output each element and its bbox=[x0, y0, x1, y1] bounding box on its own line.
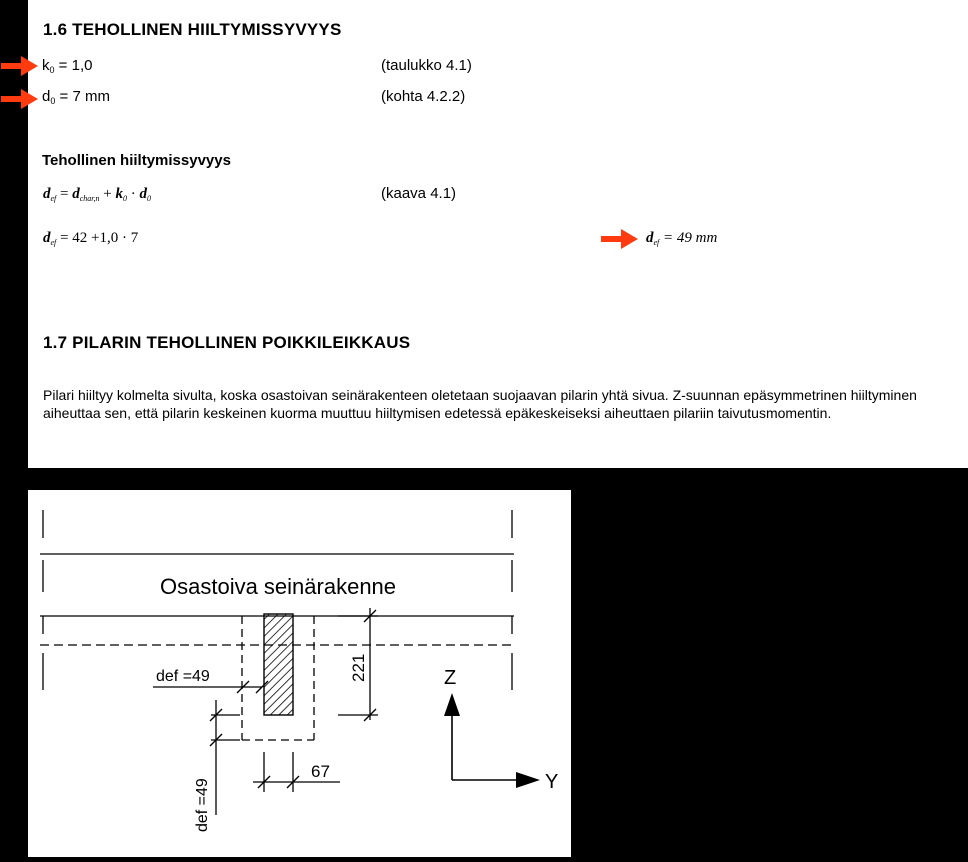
z-axis-label: Z bbox=[444, 667, 457, 689]
y-axis-label: Y bbox=[545, 771, 559, 793]
cross-section-svg bbox=[28, 490, 571, 857]
k0-line: $k_0 = 1,0$ bbox=[42, 57, 93, 75]
section-1-7-paragraph: Pilari hiiltyy kolmelta sivulta, koska osastoivan seinärakenteen oletetaan suojaavan pilarin yhtä sivua. Z-suunnan epäsymmetrinen hiiltyminen aiheuttaa sen, että pilarin keskeinen kuorma muuttuu hiiltymisen edetessä epäkeskeiseksi aiheuttaen pilariin taivutusmomentin. bbox=[43, 387, 917, 421]
d0-line: $d_0 = 7$ mm bbox=[42, 88, 110, 106]
arrow-k0-icon bbox=[1, 55, 39, 77]
def-horizontal-label: def =49 bbox=[156, 668, 210, 685]
section-1-6-heading: 1.6 TEHOLLINEN HIILTYMISSYVYYS bbox=[43, 20, 342, 39]
formula-reference: (kaava 4.1) bbox=[381, 185, 457, 202]
cross-section-drawing bbox=[28, 490, 571, 857]
result-def: $d_{ef} = 49$ mm bbox=[646, 230, 718, 247]
effective-column-hatched bbox=[264, 614, 293, 715]
formula-def: $d_{ef} = d_{char,n} + k_0 \cdot d_0$ bbox=[43, 186, 151, 203]
k0-reference: (taulukko 4.1) bbox=[381, 57, 472, 74]
d0-reference: (kohta 4.2.2) bbox=[381, 88, 466, 105]
dim-221-label: 221 bbox=[349, 653, 368, 682]
wall-label: Osastoiva seinärakenne bbox=[160, 574, 397, 599]
subheading-effective-charring: Tehollinen hiiltymissyvyys bbox=[42, 152, 231, 169]
arrow-result-icon bbox=[601, 228, 639, 250]
z-axis-arrowhead bbox=[444, 693, 460, 716]
y-axis-arrowhead bbox=[516, 772, 540, 788]
def-vertical-label: def =49 bbox=[194, 778, 211, 832]
section-1-7-heading: 1.7 PILARIN TEHOLLINEN POIKKILEIKKAUS bbox=[43, 333, 411, 352]
dim-67-label: 67 bbox=[311, 762, 330, 781]
calculation-def: $d_{ef} = 42 +1,0 \cdot 7$ bbox=[43, 230, 139, 247]
arrow-d0-icon bbox=[1, 88, 39, 110]
